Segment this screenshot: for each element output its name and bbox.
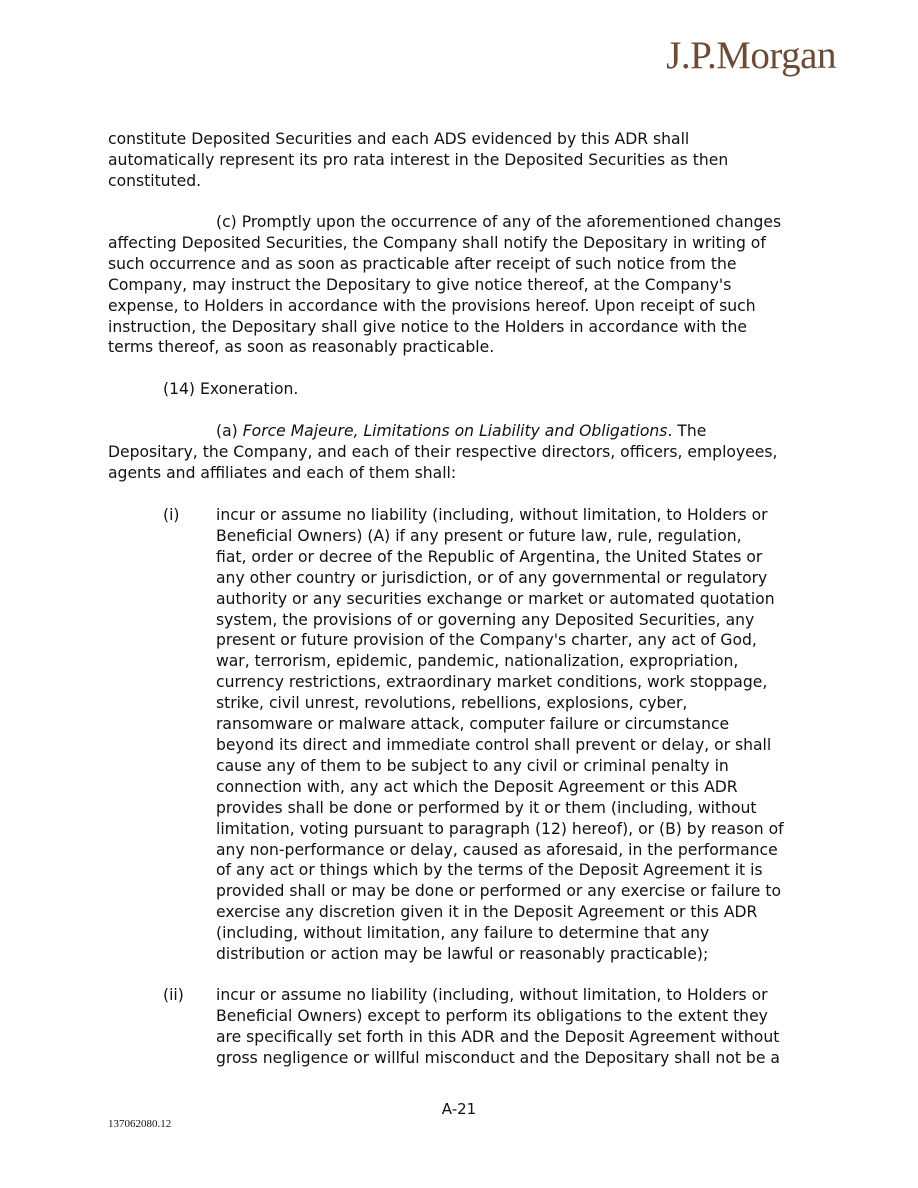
- text-line: limitation, voting pursuant to paragraph (12) hereof), or (B) by reason of: [216, 819, 784, 838]
- page-number: A-21: [441, 1100, 477, 1118]
- jpmorgan-logo: J.P.Morgan: [666, 34, 836, 77]
- text-line: any non-performance or delay, caused as aforesaid, in the performance: [216, 840, 778, 859]
- text-line: [108, 421, 818, 442]
- paragraph-c: [108, 212, 818, 358]
- text-line: Company, may instruct the Depositary to give notice thereof, at the Company's: [108, 275, 732, 294]
- text-line: agents and affiliates and each of them shall:: [108, 463, 457, 482]
- paragraph-a-label: (a): [216, 422, 243, 440]
- text-line: gross negligence or willful misconduct and the Depositary shall not be a: [216, 1048, 780, 1067]
- text-line: Depositary, the Company, and each of their respective directors, officers, employees,: [108, 442, 778, 461]
- section-heading-exoneration: (14) Exoneration.: [163, 380, 299, 398]
- text-line: authority or any securities exchange or market or automated quotation: [216, 589, 775, 608]
- text-line: expense, to Holders in accordance with the provisions hereof. Upon receipt of such: [108, 296, 756, 315]
- text-line: Beneficial Owners) except to perform its obligations to the extent they: [216, 1006, 768, 1025]
- text-line: provides shall be done or performed by it or them (including, without: [216, 798, 757, 817]
- text-line: are specifically set forth in this ADR and the Deposit Agreement without: [216, 1027, 780, 1046]
- text-line: connection with, any act which the Deposit Agreement or this ADR: [216, 777, 738, 796]
- text-line: incur or assume no liability (including, without limitation, to Holders or: [216, 506, 768, 524]
- text-line: beyond its direct and immediate control shall prevent or delay, or shall: [216, 735, 772, 754]
- text-line: present or future provision of the Company's charter, any act of God,: [216, 631, 757, 650]
- text-line: currency restrictions, extraordinary market conditions, work stoppage,: [216, 673, 768, 692]
- text-line: war, terrorism, epidemic, pandemic, nationalization, expropriation,: [216, 652, 739, 671]
- text-line: Beneficial Owners) (A) if any present or future law, rule, regulation,: [216, 526, 742, 545]
- text-line: affecting Deposited Securities, the Company shall notify the Depositary in writing of: [108, 233, 766, 252]
- item-i-label: (i): [163, 506, 180, 524]
- text-line: constitute Deposited Securities and each ADS evidenced by this ADR shall: [108, 130, 690, 148]
- text-line: distribution or action may be lawful or reasonably practicable);: [216, 945, 709, 964]
- text-line: any other country or jurisdiction, or of any governmental or regulatory: [216, 568, 768, 587]
- paragraph-a-italic-title: Force Majeure, Limitations on Liability and Obligations: [242, 422, 668, 440]
- text-line: of any act or things which by the terms of the Deposit Agreement it is: [216, 861, 763, 880]
- paragraph-continuation: [108, 129, 818, 192]
- text-line: (c) Promptly upon the occurrence of any of the aforementioned changes: [216, 213, 782, 231]
- text-line: constituted.: [108, 171, 202, 190]
- text-line: cause any of them to be subject to any civil or criminal penalty in: [216, 756, 729, 775]
- text-line: automatically represent its pro rata interest in the Deposited Securities as then: [108, 150, 729, 169]
- paragraph-a: [108, 421, 818, 484]
- text-line: system, the provisions of or governing any Deposited Securities, any: [216, 610, 755, 629]
- text-line: such occurrence and as soon as practicable after receipt of such notice from the: [108, 254, 737, 273]
- text-line: incur or assume no liability (including, without limitation, to Holders or: [216, 986, 768, 1004]
- paragraph-a-first-line-rest: . The: [667, 422, 707, 440]
- text-line: fiat, order or decree of the Republic of Argentina, the United States or: [216, 547, 763, 566]
- text-line: instruction, the Depositary shall give notice to the Holders in accordance with the: [108, 317, 747, 336]
- item-i-text: [216, 505, 816, 965]
- document-id: 137062080.12: [108, 1118, 172, 1130]
- text-line: strike, civil unrest, revolutions, rebellions, explosions, cyber,: [216, 694, 688, 713]
- text-line: (including, without limitation, any failure to determine that any: [216, 924, 710, 943]
- text-line: provided shall or may be done or performed or any exercise or failure to: [216, 882, 781, 901]
- text-line: terms thereof, as soon as reasonably practicable.: [108, 338, 495, 357]
- text-line: ransomware or malware attack, computer failure or circumstance: [216, 715, 730, 734]
- text-line: exercise any discretion given it in the Deposit Agreement or this ADR: [216, 903, 758, 922]
- item-ii-label: (ii): [163, 986, 184, 1004]
- item-ii-text: [216, 985, 816, 1069]
